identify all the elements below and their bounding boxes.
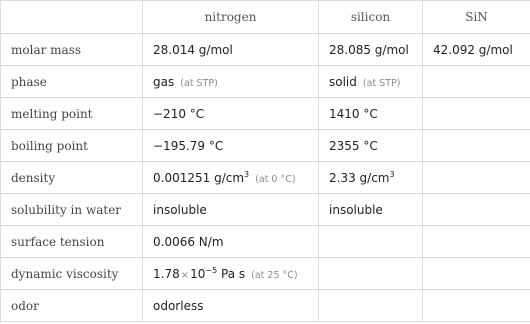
nitrogen-phase-cell: [143, 66, 319, 98]
silicon-density-cell: [319, 162, 423, 194]
viscosity-mantissa: 1.78: [153, 266, 180, 281]
nitrogen-melting-point: −210 °C: [143, 98, 319, 130]
silicon-solubility: insoluble: [319, 194, 423, 226]
nitrogen-phase: gas: [153, 74, 175, 89]
row-label: boiling point: [1, 130, 143, 162]
silicon-surface-tension: [319, 226, 423, 258]
table-row: [1, 226, 530, 258]
viscosity-note: (at 25 °C): [251, 269, 298, 281]
table-row: [1, 194, 530, 226]
row-label: surface tension: [1, 226, 143, 258]
sin-solubility: [423, 194, 530, 226]
row-label: molar mass: [1, 34, 143, 66]
nitrogen-boiling-point: −195.79 °C: [143, 130, 319, 162]
row-label: odor: [1, 290, 143, 322]
header-sin: SiN: [423, 1, 530, 34]
nitrogen-phase-note: (at STP): [180, 77, 218, 89]
viscosity-exponent: −5: [205, 265, 218, 275]
silicon-dynamic-viscosity: [319, 258, 423, 290]
silicon-phase-cell: [319, 66, 423, 98]
nitrogen-density-cell: [143, 162, 319, 194]
silicon-density-exponent: 3: [389, 169, 395, 179]
silicon-density: 2.33 g/cm: [329, 170, 390, 185]
silicon-melting-point: 1410 °C: [319, 98, 423, 130]
table-row: [1, 162, 530, 194]
viscosity-base: 10: [190, 266, 206, 281]
table-row: [1, 34, 530, 66]
row-label: dynamic viscosity: [1, 258, 143, 290]
sin-phase: [423, 66, 530, 98]
row-label: solubility in water: [1, 194, 143, 226]
table-row: [1, 290, 530, 322]
sin-odor: [423, 290, 530, 322]
nitrogen-molar-mass: 28.014 g/mol: [143, 34, 319, 66]
header-nitrogen: nitrogen: [143, 1, 319, 34]
silicon-phase-note: (at STP): [362, 77, 401, 89]
header-empty-cell: [1, 1, 143, 34]
table-row: [1, 98, 530, 130]
nitrogen-density-exponent: 3: [244, 169, 250, 179]
sin-boiling-point: [423, 130, 530, 162]
row-label: density: [1, 162, 143, 194]
silicon-boiling-point: 2355 °C: [319, 130, 423, 162]
table-row: [1, 130, 530, 162]
nitrogen-solubility: insoluble: [143, 194, 319, 226]
header-row: [1, 1, 530, 34]
sin-density: [423, 162, 530, 194]
sin-molar-mass: 42.092 g/mol: [423, 34, 530, 66]
sin-surface-tension: [423, 226, 530, 258]
header-silicon: silicon: [319, 1, 423, 34]
table-row: [1, 258, 530, 290]
table-row: [1, 66, 530, 98]
silicon-odor: [319, 290, 423, 322]
nitrogen-dynamic-viscosity-cell: [143, 258, 319, 290]
nitrogen-surface-tension: 0.0066 N/m: [143, 226, 319, 258]
nitrogen-density: 0.001251 g/cm: [153, 170, 245, 185]
silicon-molar-mass: 28.085 g/mol: [319, 34, 423, 66]
times-sign: ×: [180, 269, 190, 281]
row-label: phase: [1, 66, 143, 98]
nitrogen-density-note: (at 0 °C): [255, 173, 296, 185]
sin-dynamic-viscosity: [423, 258, 530, 290]
sin-melting-point: [423, 98, 530, 130]
row-label: melting point: [1, 98, 143, 130]
viscosity-unit: Pa s: [221, 266, 246, 281]
silicon-phase: solid: [329, 74, 357, 89]
nitrogen-odor: odorless: [143, 290, 319, 322]
